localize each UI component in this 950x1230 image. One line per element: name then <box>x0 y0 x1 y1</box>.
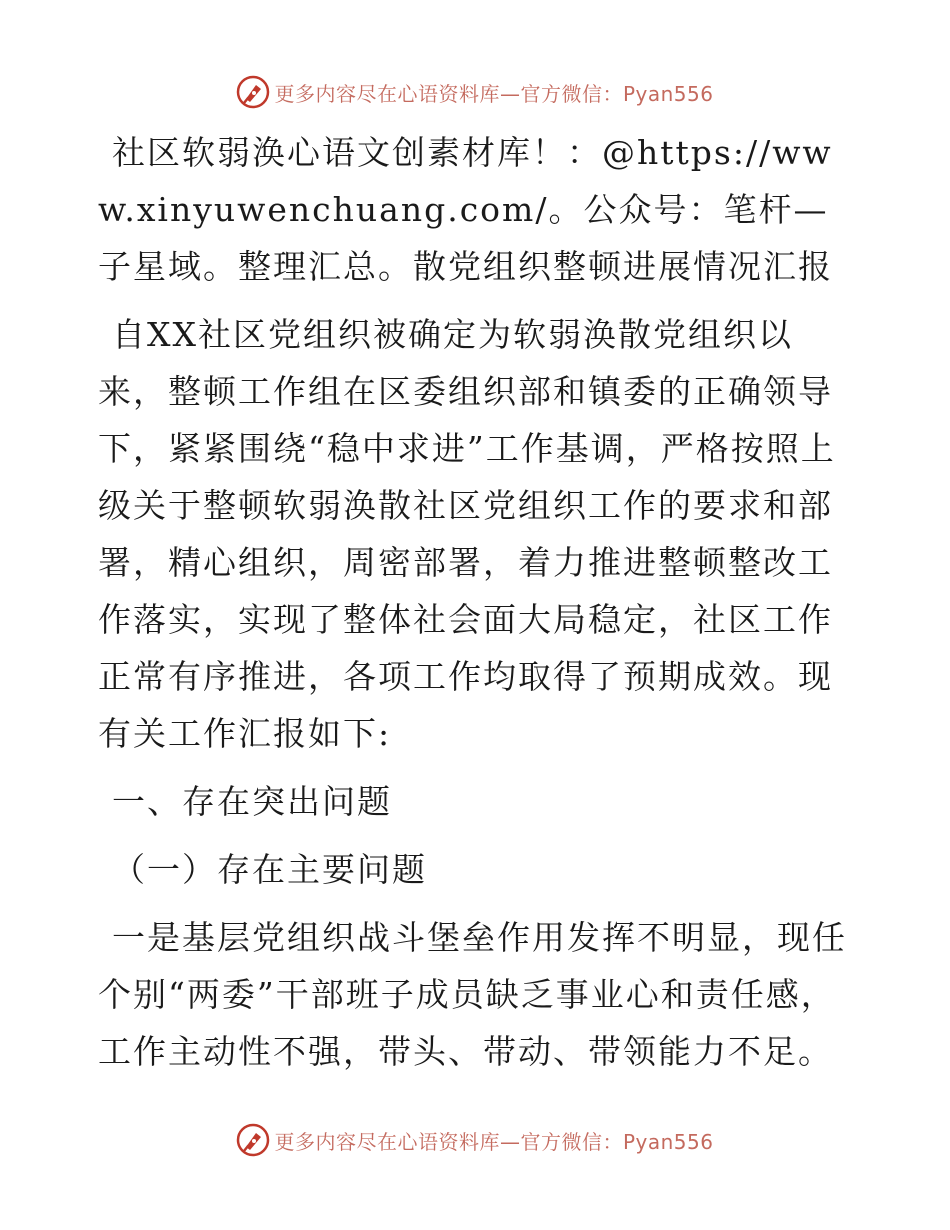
watermark-text-top: 更多内容尽在心语资料库—官方微信：Pyan556 <box>274 81 714 106</box>
pen-nib-logo-icon <box>236 1123 270 1157</box>
problem-paragraph: 一是基层党组织战斗堡垒作用发挥不明显，现任个别“两委”干部班子成员缺乏事业心和责任感，工作主动性不强，带头、带动、带领能力不足。 <box>98 918 847 1071</box>
watermark-banner-top <box>0 72 950 112</box>
pen-nib-logo-icon <box>236 75 270 109</box>
subsection-heading: （一）存在主要问题 <box>112 850 427 889</box>
watermark-text-bottom: 更多内容尽在心语资料库—官方微信：Pyan556 <box>274 1129 714 1154</box>
intro-paragraph: 自XX社区党组织被确定为软弱涣散党组织以来，整顿工作组在区委组织部和镇委的正确领导下，紧紧围绕“稳中求进”工作基调，严格按照上级关于整顿软弱涣散社区党组织工作的要求和部署，精心组织，周密部署，着力推进整顿整改工作落实，实现了整体社会面大局稳定，社区工作正常有序推进，各项工作均取得了预期成效。现有关工作汇报如下: <box>98 315 836 753</box>
watermark-banner-bottom <box>0 1120 950 1160</box>
title-paragraph: 社区软弱涣心语文创素材库！：@https://www.xinyuwenchuang.com/。公众号：笔杆—子星域。整理汇总。散党组织整顿进展情况汇报 <box>98 133 833 286</box>
section-heading: 一、存在突出问题 <box>112 782 392 821</box>
document-body <box>98 124 858 1091</box>
